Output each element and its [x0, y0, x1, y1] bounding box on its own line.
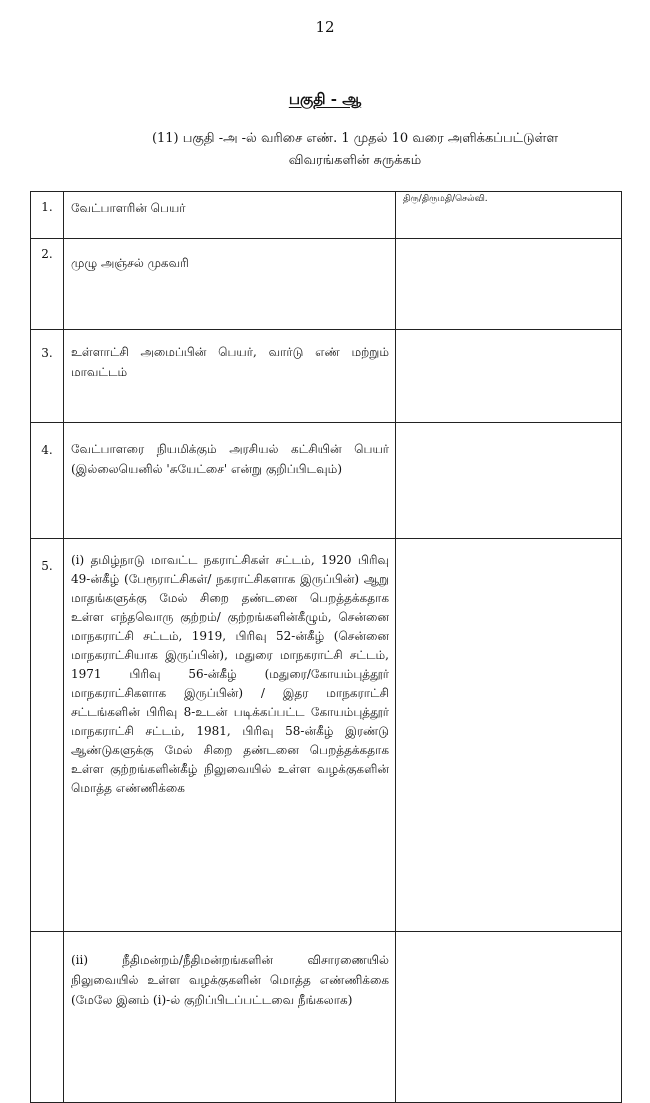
summary-heading-line-2: விவரங்களின் சுருக்கம் — [288, 153, 422, 168]
row-label-political-party: வேட்பாளரை நியமிக்கும் அரசியல் கட்சியின் பெயர் (இல்லையெனில் 'சுயேட்சை' என்று குறிப்பிடவும்) — [64, 423, 396, 539]
table-row — [31, 192, 622, 239]
table-row — [31, 239, 622, 330]
postal-address-field[interactable] — [396, 239, 622, 330]
political-party-field[interactable] — [396, 423, 622, 539]
row-number — [31, 932, 64, 1103]
table-row — [31, 330, 622, 423]
table-row — [31, 539, 622, 932]
row-label-pending-cases-ii: (ii) நீதிமன்றம்/நீதிமன்றங்களின் விசாரணையில் நிலுவையில் உள்ள வழக்குகளின் மொத்த எண்ணிக்கை (மேலே இனம் (i)-ல் குறிப்பிடப்பட்டவை நீங்கலாக) — [64, 932, 396, 1103]
summary-heading — [110, 128, 600, 172]
part-title: பகுதி - ஆ — [288, 90, 362, 108]
table-row — [31, 932, 622, 1103]
row-label-local-body: உள்ளாட்சி அமைப்பின் பெயர், வார்டு எண் மற்றும் மாவட்டம் — [64, 330, 396, 423]
table-row — [31, 423, 622, 539]
local-body-field[interactable] — [396, 330, 622, 423]
row-number: 3. — [31, 330, 64, 423]
pending-cases-i-field[interactable] — [396, 539, 622, 932]
row-number: 2. — [31, 239, 64, 330]
summary-heading-line-1: (11) பகுதி -அ -ல் வரிசை எண். 1 முதல் 10 வரை அளிக்கப்பட்டுள்ள — [151, 131, 559, 146]
row-label-pending-cases-i: (i) தமிழ்நாடு மாவட்ட நகராட்சிகள் சட்டம், 1920 பிரிவு 49-ன்கீழ் (பேரூராட்சிகள்/ நகராட்சிகளாக இருப்பின்) ஆறு மாதங்களுக்கு மேல் சிறை தண்டனை பெறத்தக்கதாக உள்ள எந்தவொரு குற்றம்/ குற்றங்களின்கீழும், சென்னை மாநகராட்சி சட்டம், 1919, பிரிவு 52-ன்கீழ் (சென்னை மாநகராட்சியாக இருப்பின்), மதுரை மாநகராட்சி சட்டம், 1971 பிரிவு 56-ன்கீழ் (மதுரை/கோயம்புத்தூர் மாநகராட்சிகளாக இருப்பின்) / இதர மாநகராட்சி சட்டங்களின் பிரிவு 8-உடன் படிக்கப்பட்ட கோயம்புத்தூர் மாநகராட்சி சட்டம், 1981, பிரிவு 58-ன்கீழ் இரண்டு ஆண்டுகளுக்கு மேல் சிறை தண்டனை பெறத்தக்கதாக உள்ள குற்றங்களின்கீழ் நிலுவையில் உள்ள வழக்குகளின் மொத்த எண்ணிக்கை — [64, 539, 396, 932]
candidate-name-field[interactable]: திரு/திருமதி/செல்வி. — [396, 192, 622, 239]
row-number: 1. — [31, 192, 64, 239]
row-number: 5. — [31, 539, 64, 932]
page-number: 12 — [315, 18, 335, 36]
row-label-candidate-name: வேட்பாளரின் பெயர் — [64, 192, 396, 239]
row-label-postal-address: முழு அஞ்சல் முகவரி — [64, 239, 396, 330]
pending-cases-ii-field[interactable] — [396, 932, 622, 1103]
candidate-summary-table — [30, 191, 622, 1103]
row-number: 4. — [31, 423, 64, 539]
